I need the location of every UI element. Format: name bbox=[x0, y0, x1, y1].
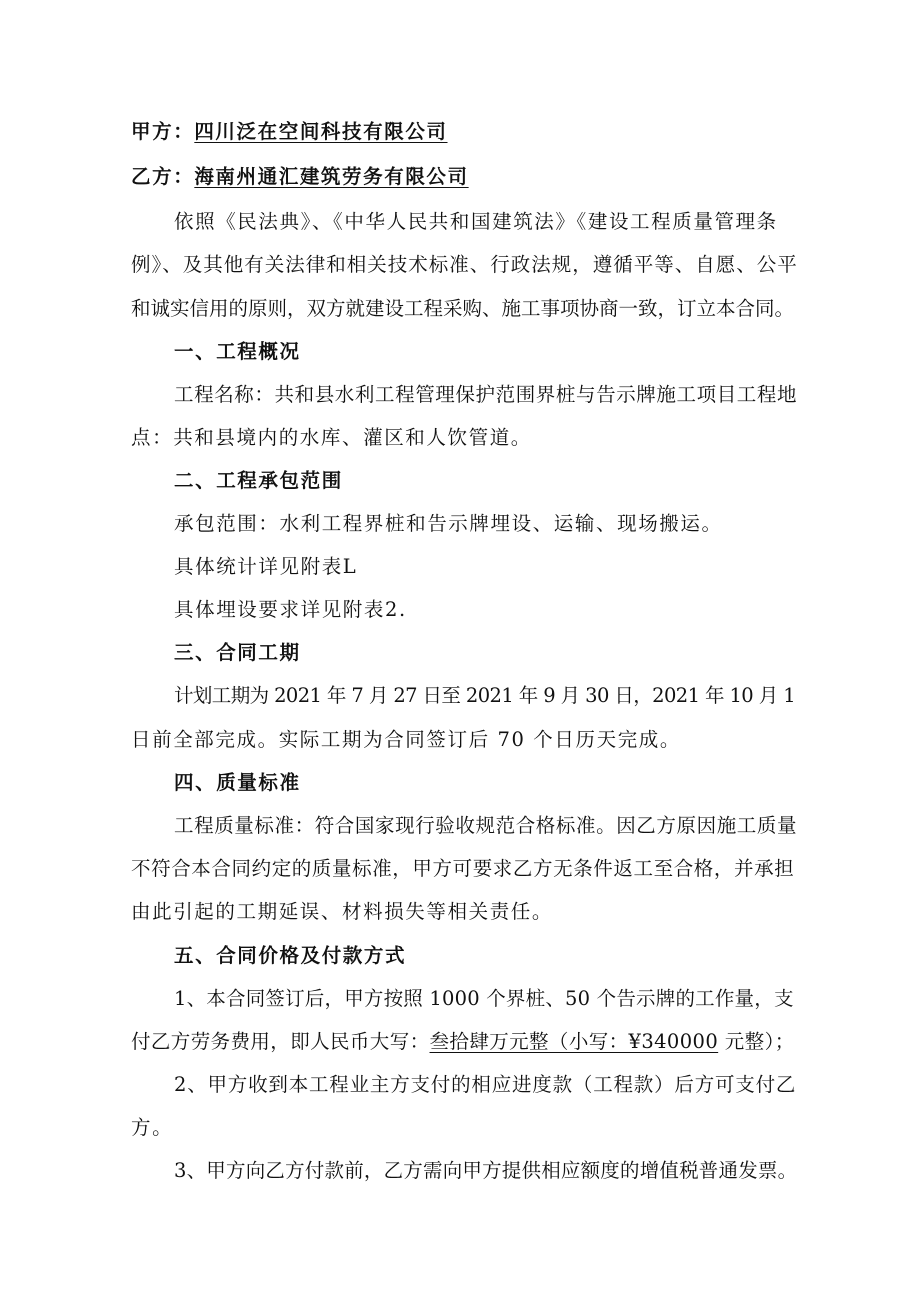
section-1-line-2: 点：共和县境内的水库、灌区和人饮管道。 bbox=[131, 426, 532, 449]
section-4-line-3: 由此引起的工期延误、材料损失等相关责任。 bbox=[131, 900, 554, 923]
section-5-heading: 五、合同价格及付款方式 bbox=[174, 944, 407, 967]
section-2-line-3: 具体埋设要求详见附表2. bbox=[174, 598, 407, 621]
section-3-heading: 三、合同工期 bbox=[174, 641, 301, 664]
section-1-heading: 一、工程概况 bbox=[174, 340, 301, 363]
section-5-item-1-line-1: 1、本合同签订后，甲方按照 1000 个界桩、50 个告示牌的工作量，支 bbox=[174, 987, 794, 1010]
section-5-item-2-line-1: 2、甲方收到本工程业主方支付的相应进度款（工程款）后方可支付乙 bbox=[174, 1073, 797, 1096]
intro-line-1: 依照《民法典》、《中华人民共和国建筑法》《建设工程质量管理条 bbox=[174, 210, 778, 233]
section-4-line-2: 不符合本合同约定的质量标准，甲方可要求乙方无条件返工至合格，并承担 bbox=[131, 857, 795, 880]
intro-line-2: 例》、及其他有关法律和相关技术标准、行政法规，遵循平等、自愿、公平 bbox=[131, 253, 798, 276]
party-a-name: 四川泛在空间科技有限公司 bbox=[194, 120, 448, 143]
section-3-line-2: 日前全部完成。实际工期为合同签订后 70 个日历天完成。 bbox=[131, 728, 682, 751]
party-a-row bbox=[131, 118, 448, 146]
payment-end-punct: ； bbox=[774, 1030, 795, 1053]
section-1-line-1: 工程名称：共和县水利工程管理保护范围界桩与告示牌施工项目工程地 bbox=[174, 383, 798, 406]
party-a-label: 甲方： bbox=[131, 120, 195, 143]
party-b-row bbox=[131, 163, 469, 191]
section-2-line-2: 具体统计详见附表L bbox=[174, 555, 358, 578]
section-5-item-3-line-1: 3、甲方向乙方付款前，乙方需向甲方提供相应额度的增值税普通发票。 bbox=[174, 1159, 798, 1182]
section-3-line-1: 计划工期为 2021 年 7 月 27 日至 2021 年 9 月 30 日，2021 年 10 月 1 bbox=[174, 684, 796, 707]
party-b-name: 海南州通汇建筑劳务有限公司 bbox=[194, 165, 469, 188]
payment-text: 付乙方劳务费用，即人民币大写： bbox=[131, 1030, 430, 1053]
section-5-item-1-line-2 bbox=[131, 1028, 795, 1056]
section-2-line-1: 承包范围：水利工程界桩和告示牌埋设、运输、现场搬运。 bbox=[174, 512, 723, 535]
section-5-item-2-line-2: 方。 bbox=[131, 1116, 174, 1139]
payment-amount: 叁拾肆万元整（小写：¥340000 bbox=[429, 1030, 719, 1053]
intro-line-3: 和诚实信用的原则，双方就建设工程采购、施工事项协商一致，订立本合同。 bbox=[131, 297, 795, 320]
section-4-line-1: 工程质量标准：符合国家现行验收规范合格标准。因乙方原因施工质量 bbox=[174, 814, 798, 837]
section-4-heading: 四、质量标准 bbox=[174, 771, 301, 794]
party-b-label: 乙方： bbox=[131, 165, 195, 188]
section-2-heading: 二、工程承包范围 bbox=[174, 469, 343, 492]
payment-amount-suffix: 元整） bbox=[718, 1030, 775, 1053]
